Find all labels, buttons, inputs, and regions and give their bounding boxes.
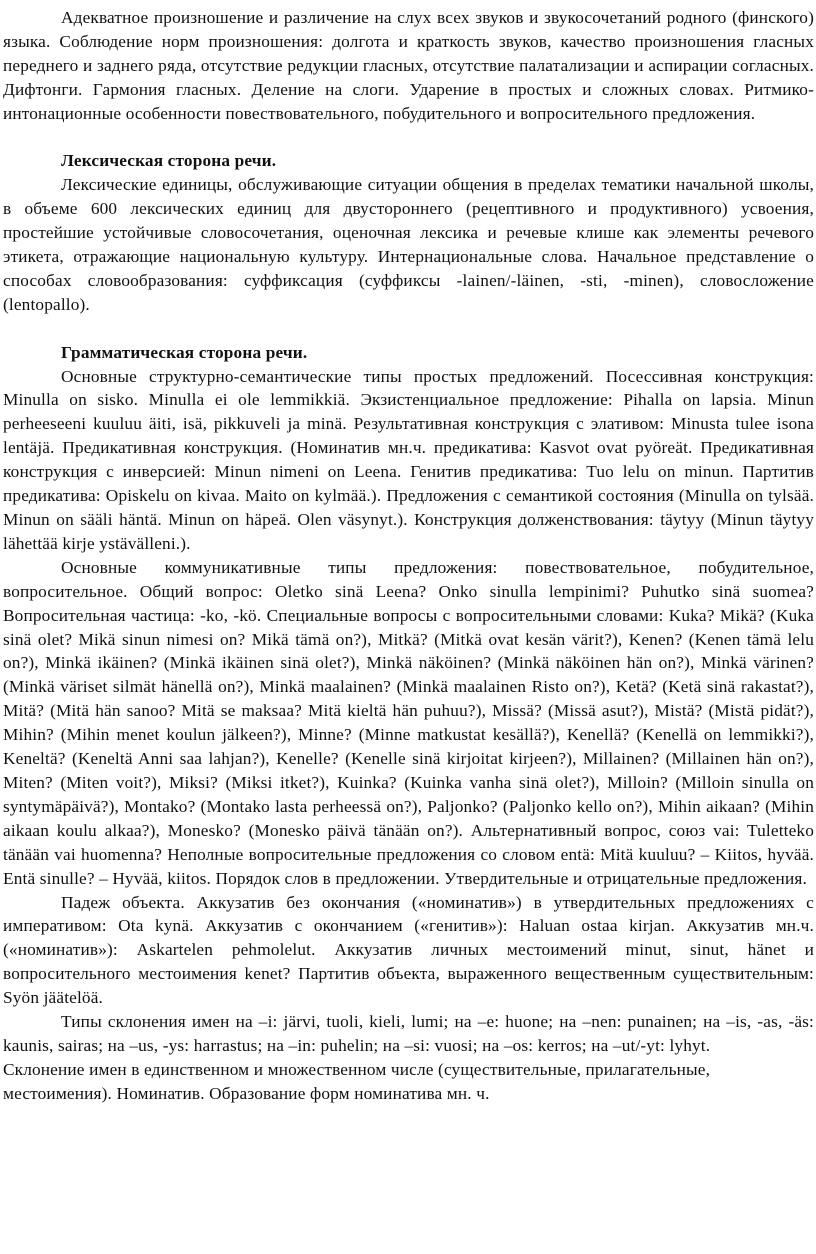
spacer: [3, 126, 814, 150]
paragraph-phonetics: Адекватное произношение и различение на слух всех звуков и звукосочетаний родного (финского) языка. Соблюдение норм произношения: долгота и краткость звуков, качество произношения гласных переднего и заднего ряда, отсутствие редукции гласных, отсутствие палатализации и аспирации согласных. Дифтонги. Гармония гласных. Деление на слоги. Ударение в простых и сложных словах. Ритмико-интонационные особенности повествовательного, побудительного и вопросительного предложения.: [3, 8, 814, 123]
paragraph-grammar-communicative-types: Основные коммуникативные типы предложения: повествовательное, побудительное, вопросительное. Общий вопрос: Oletko sinä Leena? Onko sinulla lempinimi? Puhutko sinä suomea? Вопросительная частица: -ko, -kö. Специальные вопросы с вопросительными словами: Kuka? Mikä? (Kuka sinä olet? Mikä sinun nimesi on? Mikä tämä on?), Mitkä? (Mitkä ovat kesän värit?), Kenen? (Kenen tämä lelu on?), Minkä ikäinen? (Minkä ikäinen sinä olet?), Minkä näköinen? (Minkä näköinen hän on?), Minkä värinen? (Minkä väriset silmät hänellä on?), Minkä maalainen? (Minkä maalainen Risto on?), Ketä? (Ketä sinä rakastat?), Mitä? (Mitä hän sanoo? Mitä se maksaa? Mitä kieltä hän puhuu?), Missä? (Missä asut?), Mistä? (Mistä pidät?), Mihin? (Mihin menet koulun jälkeen?), Minne? (Minne matkustat kesällä?), Kenellä? (Kenellä on lemmikki?), Keneltä? (Keneltä Anni saa lahjan?), Kenelle? (Kenelle sinä kirjoitat kirjeen?), Millainen? (Millainen hän on?), Miten? (Miten voit?), Miksi? (Miksi itket?), Kuinka? (Kuinka vanha sinä olet?), Milloin? (Milloin sinulla on syntymäpäivä?), Montako? (Montako lasta perheessä on?), Paljonko? (Paljonko kello on?), Mihin aikaan? (Mihin aikaan koulu alkaa?), Monesko? (Monesko päivä tänään on?). Альтернативный вопрос, союз vai: Tuletteko tänään vai huomenna? Неполные вопросительные предложения со словом entä: Mitä kuuluu? – Kiitos, hyvää. Entä sinulle? – Hyvää, kiitos. Порядок слов в предложении. Утвердительные и отрицательные предложения.: [3, 557, 814, 888]
spacer: [3, 317, 814, 341]
heading-lexical: Лексическая сторона речи.: [61, 151, 277, 171]
paragraph-grammar-sentence-types: Основные структурно-семантические типы простых предложений. Посессивная конструкция: Minulla on sisko. Minulla ei ole lemmikkiä. Экзистенциальное предложение: Pihalla on lapsia. Minun perheeseeni kuuluu äiti, isä, pikkuveli ja minä. Результативная конструкция с элативом: Minusta tulee isona lentäjä. Предикативная конструкция. (Номинатив мн.ч. предикатива: Kasvot ovat pyöreät. Предикативная конструкция с инверсией: Minun nimeni on Leena. Генитив предикатива: Tuo lelu on minun. Партитив предикатива: Opiskelu on kivaa. Maito on kylmää.). Предложения с семантикой состояния (Minulla on tylsää. Minun on sääli häntä. Minun on häpeä. Olen väsynyt.). Конструкция долженствования: täytyy (Minun täytyy lähettää kirje ystävälleni.).: [3, 366, 814, 553]
paragraph-lexical: Лексические единицы, обслуживающие ситуации общения в пределах тематики начальной школы, в объеме 600 лексических единиц для двустороннего (рецептивного и продуктивного) усвоения, простейшие устойчивые словосочетания, оценочная лексика и речевые клише как элементы речевого этикета, отражающие национальную культуру. Интернациональные слова. Начальное представление о способах словообразования: суффиксация (суффиксы -lainen/-läinen, -sti, -minen), словосложение (lentopallo).: [3, 175, 814, 314]
paragraph-grammar-declension-types: Типы склонения имен на –i: järvi, tuoli, kieli, lumi; на –e: huone; на –nen: punainen; на –is, -as, -äs: kaunis, sairas; на –us, -ys: harrastus; на –in: puhelin; на –si: vuosi; на –os: kerros; на –ut/-yt: lyhyt.: [3, 1012, 814, 1055]
heading-grammar: Грамматическая сторона речи.: [61, 342, 308, 362]
paragraph-grammar-declension-number: Склонение имен в единственном и множественном числе (существительные, прилагательные, местоимения). Номинатив. Образование форм номинатива мн. ч.: [3, 1059, 711, 1103]
paragraph-grammar-object-case: Падеж объекта. Аккузатив без окончания («номинатив») в утвердительных предложениях с императивом: Ota kynä. Аккузатив с окончанием («генитив»): Haluan ostaa kirjan. Аккузатив мн.ч. («номинатив»): Askartelen pehmolelut. Аккузатив личных местоимений minut, sinut, hänet и вопросительного местоимения kenet? Партитив объекта, выраженного вещественным существительным: Syön jäätelöä.: [3, 892, 814, 1008]
